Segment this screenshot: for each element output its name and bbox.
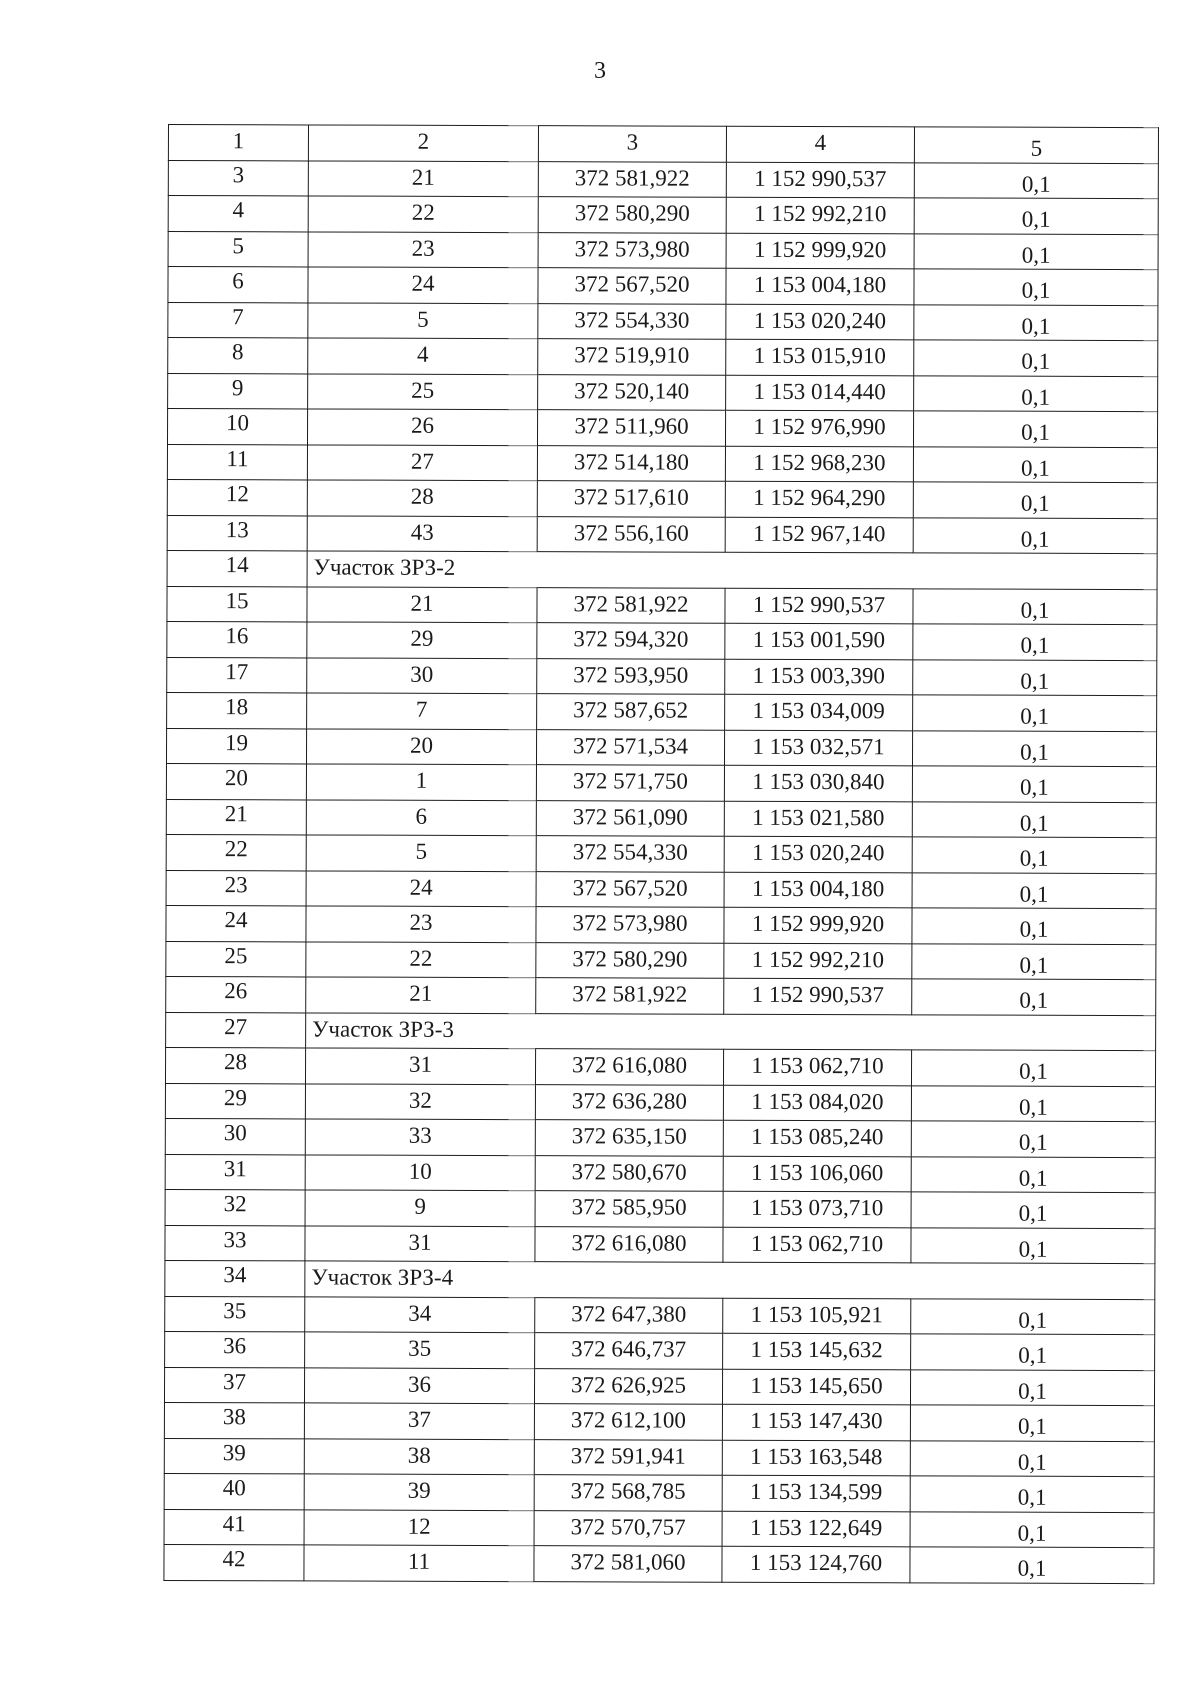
row-number-cell: 26 <box>166 976 306 1012</box>
row-number-cell: 32 <box>165 1189 305 1225</box>
point-number-cell: 5 <box>308 302 538 338</box>
point-number-cell: 7 <box>307 693 537 729</box>
y-coordinate-cell: 1 153 003,390 <box>725 659 913 695</box>
accuracy-cell: 0,1 <box>911 1192 1155 1228</box>
y-coordinate-cell: 1 153 001,590 <box>725 623 913 659</box>
table-row <box>168 338 1158 377</box>
accuracy-cell: 0,1 <box>910 1511 1154 1547</box>
y-coordinate-cell: 1 153 124,760 <box>722 1546 910 1582</box>
y-coordinate-cell: 1 153 020,240 <box>724 836 912 872</box>
y-coordinate-cell: 1 153 147,430 <box>722 1404 910 1440</box>
point-number-cell: 24 <box>306 870 536 906</box>
table-row <box>168 196 1158 235</box>
table-row <box>166 799 1156 838</box>
row-number-cell: 7 <box>168 302 308 338</box>
y-coordinate-cell: 1 152 992,210 <box>726 197 914 233</box>
row-number-cell: 18 <box>167 692 307 728</box>
table-row <box>166 870 1156 909</box>
accuracy-cell: 0,1 <box>913 411 1157 447</box>
point-number-cell: 37 <box>304 1403 534 1439</box>
x-coordinate-cell: 372 647,380 <box>535 1297 723 1333</box>
accuracy-cell: 0,1 <box>911 1227 1155 1263</box>
accuracy-cell: 0,1 <box>912 766 1156 802</box>
y-coordinate-cell: 1 153 134,599 <box>722 1475 910 1511</box>
x-coordinate-cell: 372 520,140 <box>538 374 726 410</box>
table-row <box>165 1331 1155 1370</box>
point-number-cell: 9 <box>305 1190 535 1226</box>
point-number-cell: 22 <box>306 941 536 977</box>
row-number-cell: 16 <box>167 621 307 657</box>
row-number-cell: 37 <box>164 1367 304 1403</box>
point-number-cell: 28 <box>307 480 537 516</box>
row-number-cell: 15 <box>167 586 307 622</box>
y-coordinate-cell: 1 153 020,240 <box>726 304 914 340</box>
accuracy-cell: 0,1 <box>912 872 1156 908</box>
point-number-cell: 6 <box>306 799 536 835</box>
accuracy-cell: 0,1 <box>910 1547 1154 1583</box>
point-number-cell: 20 <box>306 728 536 764</box>
accuracy-cell: 0,1 <box>912 837 1156 873</box>
row-number-cell: 34 <box>165 1260 305 1296</box>
section-row <box>167 550 1157 589</box>
point-number-cell: 38 <box>304 1438 534 1474</box>
y-coordinate-cell: 1 153 145,632 <box>723 1333 911 1369</box>
point-number-cell: 10 <box>305 1154 535 1190</box>
y-coordinate-cell: 1 153 105,921 <box>723 1298 911 1334</box>
x-coordinate-cell: 372 581,922 <box>536 978 724 1014</box>
x-coordinate-cell: 372 561,090 <box>536 800 724 836</box>
row-number-cell: 42 <box>164 1544 304 1580</box>
accuracy-cell: 0,1 <box>911 1085 1155 1121</box>
x-coordinate-cell: 372 571,534 <box>536 729 724 765</box>
row-number-cell: 8 <box>168 338 308 374</box>
row-number-cell: 11 <box>167 444 307 480</box>
accuracy-cell: 0,1 <box>914 375 1158 411</box>
x-coordinate-cell: 372 593,950 <box>537 658 725 694</box>
table-row <box>167 479 1157 518</box>
table-row <box>167 586 1157 625</box>
row-number-cell: 22 <box>166 834 306 870</box>
x-coordinate-cell: 372 511,960 <box>537 410 725 446</box>
y-coordinate-cell: 1 152 999,920 <box>726 233 914 269</box>
row-number-cell: 33 <box>165 1225 305 1261</box>
y-coordinate-cell: 1 153 163,548 <box>722 1440 910 1476</box>
accuracy-cell: 0,1 <box>912 730 1156 766</box>
y-coordinate-cell: 1 152 990,537 <box>724 978 912 1014</box>
section-title-cell: Участок ЗРЗ-2 <box>307 551 1157 589</box>
accuracy-cell: 0,1 <box>911 1298 1155 1334</box>
x-coordinate-cell: 372 636,280 <box>535 1084 723 1120</box>
row-number-cell: 4 <box>168 196 308 232</box>
table-row <box>164 1509 1154 1548</box>
x-coordinate-cell: 372 580,670 <box>535 1155 723 1191</box>
point-number-cell: 30 <box>307 657 537 693</box>
x-coordinate-cell: 372 517,610 <box>537 481 725 517</box>
point-number-cell: 21 <box>308 160 538 196</box>
row-number-cell: 5 <box>168 231 308 267</box>
accuracy-cell: 0,1 <box>913 482 1157 518</box>
x-coordinate-cell: 372 626,925 <box>534 1368 722 1404</box>
row-number-cell: 39 <box>164 1438 304 1474</box>
x-coordinate-cell: 372 591,941 <box>534 1439 722 1475</box>
x-coordinate-cell: 372 585,950 <box>535 1191 723 1227</box>
row-number-cell: 30 <box>165 1118 305 1154</box>
point-number-cell: 1 <box>306 764 536 800</box>
row-number-cell: 24 <box>166 905 306 941</box>
accuracy-cell: 0,1 <box>911 1121 1155 1157</box>
y-coordinate-cell: 1 153 015,910 <box>726 339 914 375</box>
table-row <box>167 692 1157 731</box>
row-number-cell: 20 <box>166 763 306 799</box>
point-number-cell: 27 <box>307 444 537 480</box>
accuracy-cell: 0,1 <box>910 1405 1154 1441</box>
row-number-cell: 38 <box>164 1402 304 1438</box>
section-row <box>166 1012 1156 1051</box>
table-row <box>165 1296 1155 1335</box>
accuracy-cell: 0,1 <box>911 1156 1155 1192</box>
point-number-cell: 39 <box>304 1474 534 1510</box>
accuracy-cell: 0,1 <box>911 1334 1155 1370</box>
point-number-cell: 43 <box>307 515 537 551</box>
table-row <box>167 515 1157 554</box>
row-number-cell: 17 <box>167 657 307 693</box>
y-coordinate-cell: 1 152 967,140 <box>725 517 913 553</box>
x-coordinate-cell: 372 580,290 <box>538 197 726 233</box>
point-number-cell: 31 <box>305 1225 535 1261</box>
table-row <box>168 231 1158 270</box>
y-coordinate-cell: 1 153 014,440 <box>726 375 914 411</box>
table-row <box>167 621 1157 660</box>
point-number-cell: 31 <box>305 1048 535 1084</box>
point-number-cell: 36 <box>304 1367 534 1403</box>
table-row <box>165 1154 1155 1193</box>
point-number-cell: 4 <box>308 338 538 374</box>
y-coordinate-cell: 1 153 145,650 <box>722 1369 910 1405</box>
table-row <box>164 1438 1154 1477</box>
point-number-cell: 25 <box>308 373 538 409</box>
x-coordinate-cell: 372 568,785 <box>534 1475 722 1511</box>
row-number-cell: 31 <box>165 1154 305 1190</box>
accuracy-cell: 0,1 <box>910 1440 1154 1476</box>
point-number-cell: 35 <box>305 1332 535 1368</box>
x-coordinate-cell: 372 554,330 <box>536 836 724 872</box>
row-number-cell: 9 <box>168 373 308 409</box>
table-row <box>164 1402 1154 1441</box>
row-number-cell: 25 <box>166 941 306 977</box>
table-row <box>166 941 1156 980</box>
x-coordinate-cell: 372 570,757 <box>534 1510 722 1546</box>
table-row <box>168 267 1158 306</box>
table-row <box>165 1225 1155 1264</box>
header-cell-2: 2 <box>308 125 538 161</box>
y-coordinate-cell: 1 152 990,537 <box>725 588 913 624</box>
y-coordinate-cell: 1 152 968,230 <box>725 446 913 482</box>
table-row <box>166 728 1156 767</box>
accuracy-cell: 0,1 <box>912 979 1156 1015</box>
accuracy-cell: 0,1 <box>913 588 1157 624</box>
x-coordinate-cell: 372 612,100 <box>534 1404 722 1440</box>
accuracy-cell: 0,1 <box>912 908 1156 944</box>
table-row <box>164 1473 1154 1512</box>
accuracy-cell: 0,1 <box>910 1476 1154 1512</box>
y-coordinate-cell: 1 153 034,009 <box>725 694 913 730</box>
table-row <box>167 657 1157 696</box>
point-number-cell: 23 <box>308 231 538 267</box>
point-number-cell: 12 <box>304 1509 534 1545</box>
point-number-cell: 21 <box>307 586 537 622</box>
point-number-cell: 5 <box>306 835 536 871</box>
accuracy-cell: 0,1 <box>914 269 1158 305</box>
x-coordinate-cell: 372 567,520 <box>538 268 726 304</box>
accuracy-cell: 0,1 <box>914 162 1158 198</box>
accuracy-cell: 0,1 <box>912 943 1156 979</box>
accuracy-cell: 0,1 <box>913 446 1157 482</box>
page-number: 3 <box>594 58 606 84</box>
x-coordinate-cell: 372 554,330 <box>538 303 726 339</box>
x-coordinate-cell: 372 581,060 <box>534 1546 722 1582</box>
point-number-cell: 21 <box>306 977 536 1013</box>
accuracy-cell: 0,1 <box>912 801 1156 837</box>
table-header-row <box>168 125 1158 164</box>
accuracy-cell: 0,1 <box>913 517 1157 553</box>
table-row <box>167 444 1157 483</box>
x-coordinate-cell: 372 573,980 <box>536 907 724 943</box>
table-row <box>168 302 1158 341</box>
table-row <box>166 763 1156 802</box>
point-number-cell: 33 <box>305 1119 535 1155</box>
y-coordinate-cell: 1 152 999,920 <box>724 907 912 943</box>
row-number-cell: 19 <box>166 728 306 764</box>
header-cell-4: 4 <box>726 126 914 162</box>
point-number-cell: 11 <box>304 1545 534 1581</box>
x-coordinate-cell: 372 556,160 <box>537 516 725 552</box>
accuracy-cell: 0,1 <box>913 695 1157 731</box>
point-number-cell: 23 <box>306 906 536 942</box>
point-number-cell: 34 <box>305 1296 535 1332</box>
accuracy-cell: 0,1 <box>913 624 1157 660</box>
row-number-cell: 3 <box>168 160 308 196</box>
y-coordinate-cell: 1 153 062,710 <box>723 1049 911 1085</box>
point-number-cell: 29 <box>307 622 537 658</box>
row-number-cell: 6 <box>168 267 308 303</box>
x-coordinate-cell: 372 571,750 <box>536 765 724 801</box>
table-row <box>166 834 1156 873</box>
row-number-cell: 14 <box>167 550 307 586</box>
y-coordinate-cell: 1 153 084,020 <box>723 1085 911 1121</box>
row-number-cell: 10 <box>167 409 307 445</box>
point-number-cell: 32 <box>305 1083 535 1119</box>
y-coordinate-cell: 1 153 004,180 <box>724 872 912 908</box>
x-coordinate-cell: 372 567,520 <box>536 871 724 907</box>
table-row <box>165 1047 1155 1086</box>
x-coordinate-cell: 372 581,922 <box>537 587 725 623</box>
row-number-cell: 40 <box>164 1473 304 1509</box>
row-number-cell: 41 <box>164 1509 304 1545</box>
x-coordinate-cell: 372 587,652 <box>537 694 725 730</box>
table-body <box>164 160 1158 1583</box>
row-number-cell: 35 <box>165 1296 305 1332</box>
x-coordinate-cell: 372 616,080 <box>535 1049 723 1085</box>
section-title-cell: Участок ЗРЗ-4 <box>305 1261 1155 1299</box>
table-row <box>164 1367 1154 1406</box>
row-number-cell: 27 <box>166 1012 306 1048</box>
y-coordinate-cell: 1 152 976,990 <box>725 410 913 446</box>
accuracy-cell: 0,1 <box>914 233 1158 269</box>
table-row <box>165 1189 1155 1228</box>
table-row <box>167 409 1157 448</box>
point-number-cell: 26 <box>307 409 537 445</box>
accuracy-cell: 0,1 <box>911 1050 1155 1086</box>
coordinates-table <box>163 124 1159 1584</box>
row-number-cell: 21 <box>166 799 306 835</box>
x-coordinate-cell: 372 519,910 <box>538 339 726 375</box>
point-number-cell: 22 <box>308 196 538 232</box>
y-coordinate-cell: 1 152 992,210 <box>724 943 912 979</box>
row-number-cell: 28 <box>165 1047 305 1083</box>
header-cell-3: 3 <box>538 126 726 162</box>
y-coordinate-cell: 1 153 021,580 <box>724 801 912 837</box>
header-cell-5: 5 <box>914 127 1158 163</box>
section-title-cell: Участок ЗРЗ-3 <box>306 1012 1156 1050</box>
accuracy-cell: 0,1 <box>910 1369 1154 1405</box>
accuracy-cell: 0,1 <box>913 659 1157 695</box>
table-row <box>166 976 1156 1015</box>
x-coordinate-cell: 372 646,737 <box>535 1333 723 1369</box>
accuracy-cell: 0,1 <box>914 198 1158 234</box>
y-coordinate-cell: 1 153 085,240 <box>723 1120 911 1156</box>
x-coordinate-cell: 372 635,150 <box>535 1120 723 1156</box>
section-row <box>165 1260 1155 1299</box>
row-number-cell: 36 <box>165 1331 305 1367</box>
table-row <box>165 1118 1155 1157</box>
x-coordinate-cell: 372 594,320 <box>537 623 725 659</box>
row-number-cell: 12 <box>167 479 307 515</box>
x-coordinate-cell: 372 514,180 <box>537 445 725 481</box>
table-row <box>164 1544 1154 1583</box>
y-coordinate-cell: 1 153 004,180 <box>726 268 914 304</box>
accuracy-cell: 0,1 <box>914 304 1158 340</box>
row-number-cell: 23 <box>166 870 306 906</box>
table-row <box>165 1083 1155 1122</box>
point-number-cell: 24 <box>308 267 538 303</box>
y-coordinate-cell: 1 153 062,710 <box>723 1227 911 1263</box>
y-coordinate-cell: 1 153 122,649 <box>722 1511 910 1547</box>
x-coordinate-cell: 372 573,980 <box>538 232 726 268</box>
table-row <box>166 905 1156 944</box>
y-coordinate-cell: 1 152 964,290 <box>725 481 913 517</box>
y-coordinate-cell: 1 153 106,060 <box>723 1156 911 1192</box>
table-row <box>168 373 1158 412</box>
row-number-cell: 29 <box>165 1083 305 1119</box>
row-number-cell: 13 <box>167 515 307 551</box>
x-coordinate-cell: 372 581,922 <box>538 161 726 197</box>
header-cell-1: 1 <box>168 125 308 161</box>
y-coordinate-cell: 1 153 032,571 <box>724 730 912 766</box>
y-coordinate-cell: 1 153 073,710 <box>723 1191 911 1227</box>
table-row <box>168 160 1158 199</box>
y-coordinate-cell: 1 152 990,537 <box>726 162 914 198</box>
accuracy-cell: 0,1 <box>914 340 1158 376</box>
x-coordinate-cell: 372 616,080 <box>535 1226 723 1262</box>
x-coordinate-cell: 372 580,290 <box>536 942 724 978</box>
y-coordinate-cell: 1 153 030,840 <box>724 765 912 801</box>
